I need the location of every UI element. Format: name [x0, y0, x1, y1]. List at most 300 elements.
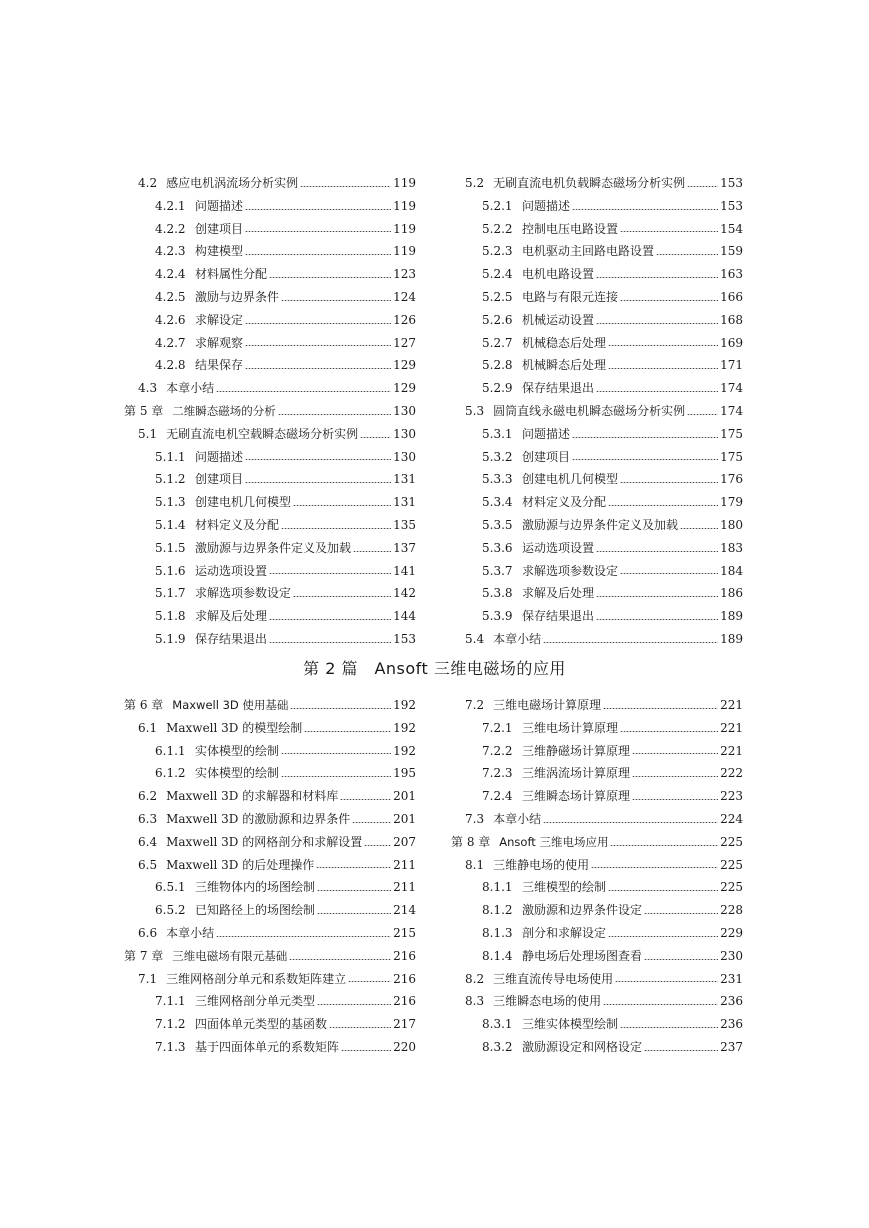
toc-entry-number: 5.2.6 [482, 312, 513, 327]
toc-entry[interactable] [451, 899, 743, 922]
toc-entry-number: 5.1.3 [155, 495, 186, 510]
toc-leader-dots [245, 482, 391, 483]
toc-leader-dots [245, 209, 391, 210]
toc-entry-title: 三维直流传导电场使用 [493, 971, 614, 986]
toc-leader-dots [216, 936, 391, 937]
toc-entry-title: 电机驱动主回路电路设置 [522, 244, 655, 259]
toc-entry-title: 三维物体内的场图绘制 [195, 880, 316, 895]
toc-entry[interactable] [451, 808, 743, 831]
toc-entry-number: 6.1 [138, 720, 158, 735]
toc-entry-page-number: 221 [720, 698, 743, 712]
toc-entry-title: Maxwell 3D 的后处理操作 [166, 857, 315, 872]
toc-entry-number: 6.4 [138, 834, 158, 849]
toc-entry[interactable] [451, 785, 743, 808]
toc-entry[interactable] [124, 514, 416, 537]
toc-entry-page-number: 124 [393, 289, 416, 304]
toc-leader-dots [290, 708, 391, 709]
toc-entry[interactable] [124, 446, 416, 469]
toc-entry-page-number: 119 [393, 221, 416, 236]
toc-entry-page-number: 142 [393, 586, 416, 601]
toc-entry-title: 无刷直流电机负载瞬态磁场分析实例 [493, 176, 686, 190]
toc-entry-number: 5.3.4 [482, 495, 513, 510]
toc-leader-dots [680, 528, 718, 529]
toc-entry-title: 运动选项设置 [195, 563, 268, 578]
toc-entry[interactable] [451, 854, 743, 877]
toc-entry-page-number: 163 [720, 267, 743, 282]
toc-entry-page-number: 217 [393, 1017, 416, 1032]
toc-entry-page-number: 216 [393, 971, 416, 986]
toc-leader-dots [245, 459, 391, 460]
toc-entry-title: 静电场后处理场图查看 [522, 948, 643, 963]
toc-entry[interactable] [451, 740, 743, 763]
toc-entry[interactable] [451, 491, 743, 514]
toc-entry[interactable] [451, 172, 743, 195]
toc-leader-dots [632, 799, 718, 800]
toc-entry[interactable] [124, 628, 416, 651]
toc-leader-dots [644, 1050, 718, 1051]
toc-entry-page-number: 175 [720, 449, 743, 464]
toc-entry-page-number: 225 [720, 880, 743, 895]
toc-entry-title: 三维涡流场计算原理 [522, 766, 631, 781]
toc-entry[interactable] [124, 876, 416, 899]
toc-leader-dots [269, 573, 391, 574]
toc-entry-page-number: 130 [393, 426, 416, 441]
toc-entry-page-number: 123 [393, 267, 416, 282]
toc-leader-dots [245, 231, 391, 232]
toc-entry[interactable] [124, 968, 416, 991]
toc-section1-right-column [451, 172, 743, 651]
toc-entry-number: 4.2 [138, 176, 158, 190]
toc-entry-title: 创建项目 [195, 472, 244, 487]
toc-entry-number: 5.3.2 [482, 449, 513, 464]
toc-entry[interactable] [451, 1013, 743, 1036]
toc-entry-number: 5.2.3 [482, 244, 513, 259]
toc-entry-number: 7.3 [465, 811, 485, 826]
toc-entry-title: 电机电路设置 [522, 267, 595, 282]
toc-entry-number: 4.2.3 [155, 244, 186, 259]
toc-entry-page-number: 221 [720, 720, 743, 735]
toc-entry[interactable] [451, 628, 743, 651]
toc-entry-title: 求解及后处理 [195, 609, 268, 624]
toc-leader-dots [353, 551, 391, 552]
toc-entry-number: 6.5.2 [155, 903, 186, 918]
toc-entry[interactable] [451, 240, 743, 263]
toc-section2-left-column [124, 694, 416, 1059]
toc-entry-page-number: 237 [720, 1039, 743, 1054]
toc-entry-page-number: 166 [720, 289, 743, 304]
toc-entry[interactable] [124, 537, 416, 560]
toc-entry-title: 激励源和边界条件设定 [522, 903, 643, 918]
toc-entry-page-number: 211 [393, 880, 416, 895]
toc-entry-number: 4.2.5 [155, 289, 186, 304]
toc-entry-page-number: 195 [393, 766, 416, 781]
toc-entry-page-number: 221 [720, 743, 743, 758]
toc-entry-page-number: 127 [393, 335, 416, 350]
toc-entry[interactable] [124, 491, 416, 514]
toc-entry-title: 无刷直流电机空载瞬态磁场分析实例 [166, 426, 359, 441]
toc-entry-number: 6.6 [138, 925, 158, 940]
toc-entry-page-number: 169 [720, 335, 743, 350]
toc-entry-title: Maxwell 3D 的激励源和边界条件 [166, 811, 351, 826]
toc-leader-dots [620, 1027, 718, 1028]
toc-entry[interactable] [451, 945, 743, 968]
toc-entry[interactable] [124, 354, 416, 377]
toc-leader-dots [269, 642, 391, 643]
toc-entry-title: 求解设定 [195, 312, 244, 327]
toc-entry-title: 机械运动设置 [522, 312, 595, 327]
toc-section2-right-column [451, 694, 743, 1059]
toc-entry-number: 7.1.1 [155, 994, 186, 1009]
toc-entry[interactable] [451, 332, 743, 355]
toc-entry-number: 5.1 [138, 426, 158, 441]
toc-entry-title: 创建项目 [522, 449, 571, 464]
toc-entry[interactable] [124, 785, 416, 808]
toc-leader-dots [608, 890, 718, 891]
toc-entry[interactable] [451, 582, 743, 605]
toc-entry-title: 材料定义及分配 [522, 495, 607, 510]
toc-entry-page-number: 229 [720, 925, 743, 940]
toc-entry[interactable] [124, 854, 416, 877]
toc-entry-title: 结果保存 [195, 358, 244, 373]
toc-leader-dots [644, 913, 718, 914]
toc-entry-page-number: 131 [393, 495, 416, 510]
toc-leader-dots [269, 619, 391, 620]
toc-entry[interactable] [451, 876, 743, 899]
toc-entry[interactable] [124, 831, 416, 854]
toc-entry-title: 机械瞬态后处理 [522, 358, 607, 373]
toc-entry-number: 5.3.8 [482, 586, 513, 601]
toc-entry-page-number: 130 [393, 449, 416, 464]
toc-entry-page-number: 131 [393, 472, 416, 487]
toc-entry[interactable] [124, 990, 416, 1013]
toc-leader-dots [687, 414, 718, 415]
toc-entry[interactable] [124, 560, 416, 583]
toc-entry-number: 5.2.2 [482, 221, 513, 236]
toc-leader-dots [348, 981, 391, 982]
toc-entry-page-number: 207 [393, 834, 416, 849]
toc-leader-dots [216, 391, 391, 392]
toc-entry-page-number: 137 [393, 540, 416, 555]
toc-entry-number: 8.3.1 [482, 1017, 513, 1032]
toc-leader-dots [596, 391, 718, 392]
toc-entry[interactable] [451, 400, 743, 423]
toc-entry-number: 5.2.9 [482, 381, 513, 396]
toc-leader-dots [317, 1004, 391, 1005]
toc-leader-dots [360, 437, 391, 438]
toc-entry-title: 四面体单元类型的基函数 [195, 1017, 328, 1032]
toc-entry-number: 5.3.9 [482, 609, 513, 624]
toc-entry[interactable] [124, 808, 416, 831]
toc-entry-title: 本章小结 [493, 631, 542, 646]
toc-entry[interactable] [451, 694, 743, 717]
toc-entry-title: 本章小结 [166, 925, 215, 940]
toc-chapter-entry[interactable] [451, 831, 743, 854]
toc-entry[interactable] [124, 582, 416, 605]
toc-entry[interactable] [124, 172, 416, 195]
toc-entry[interactable] [451, 1036, 743, 1059]
toc-chapter-entry[interactable] [124, 945, 416, 968]
toc-entry-title: 激励源与边界条件定义及加载 [522, 517, 679, 532]
toc-entry-number: 7.2.2 [482, 743, 513, 758]
toc-entry-number: 4.2.1 [155, 198, 186, 213]
toc-entry[interactable] [124, 309, 416, 332]
toc-leader-dots [603, 1004, 718, 1005]
toc-leader-dots [620, 300, 718, 301]
toc-leader-dots [596, 277, 718, 278]
toc-entry-number: 8.1.1 [482, 880, 513, 895]
toc-entry-number: 8.2 [465, 971, 485, 986]
toc-entry[interactable] [451, 560, 743, 583]
toc-entry-number: 4.2.8 [155, 358, 186, 373]
toc-entry[interactable] [451, 263, 743, 286]
toc-entry-title: 保存结果退出 [522, 609, 595, 624]
toc-entry-number: 8.3 [465, 994, 485, 1009]
toc-entry[interactable] [451, 537, 743, 560]
toc-entry-page-number: 225 [720, 834, 743, 849]
toc-entry[interactable] [451, 468, 743, 491]
toc-leader-dots [596, 596, 718, 597]
toc-entry[interactable] [451, 605, 743, 628]
toc-entry-page-number: 126 [393, 312, 416, 327]
toc-entry-page-number: 201 [393, 811, 416, 826]
toc-entry-title: 求解选项参数设定 [522, 563, 619, 578]
toc-entry-page-number: 236 [720, 994, 743, 1009]
toc-entry-number: 5.1.9 [155, 631, 186, 646]
toc-entry-title: 三维瞬态场计算原理 [522, 789, 631, 804]
toc-leader-dots [687, 186, 718, 187]
toc-entry[interactable] [124, 240, 416, 263]
toc-entry-number: 4.3 [138, 381, 158, 396]
toc-entry-title: 问题描述 [195, 198, 244, 213]
toc-entry-number: 7.1.3 [155, 1039, 186, 1054]
toc-entry-number: 5.2.1 [482, 198, 513, 213]
toc-entry[interactable] [451, 990, 743, 1013]
toc-entry-title: 实体模型的绘制 [195, 766, 280, 781]
toc-entry-number: 第 6 章 [124, 698, 164, 712]
toc-entry-title: 创建项目 [195, 221, 244, 236]
toc-entry[interactable] [124, 423, 416, 446]
toc-entry[interactable] [124, 740, 416, 763]
toc-entry-title: 实体模型的绘制 [195, 743, 280, 758]
toc-entry-number: 7.1 [138, 971, 158, 986]
toc-entry[interactable] [124, 377, 416, 400]
toc-leader-dots [341, 1050, 391, 1051]
toc-entry-number: 8.1.4 [482, 948, 513, 963]
toc-entry-number: 7.2 [465, 698, 485, 712]
toc-entry-title: 三维电磁场计算原理 [493, 698, 602, 712]
toc-leader-dots [245, 254, 391, 255]
toc-entry-page-number: 153 [720, 176, 743, 190]
toc-entry-title: 三维瞬态电场的使用 [493, 994, 602, 1009]
toc-entry[interactable] [124, 717, 416, 740]
toc-entry-title: 材料定义及分配 [195, 517, 280, 532]
toc-entry-page-number: 179 [720, 495, 743, 510]
toc-entry[interactable] [451, 195, 743, 218]
toc-entry-page-number: 223 [720, 789, 743, 804]
toc-entry-title: 保存结果退出 [195, 631, 268, 646]
toc-entry-number: 4.2.4 [155, 267, 186, 282]
toc-leader-dots [603, 708, 718, 709]
toc-entry[interactable] [124, 468, 416, 491]
toc-entry-page-number: 141 [393, 563, 416, 578]
toc-entry[interactable] [451, 514, 743, 537]
toc-entry[interactable] [451, 309, 743, 332]
toc-entry[interactable] [451, 717, 743, 740]
toc-entry-page-number: 192 [393, 743, 416, 758]
toc-entry-title: 三维电磁场有限元基础 [172, 948, 288, 963]
toc-entry-page-number: 184 [720, 563, 743, 578]
toc-entry-number: 8.1.3 [482, 925, 513, 940]
toc-entry-number: 7.2.3 [482, 766, 513, 781]
toc-entry-page-number: 192 [393, 698, 416, 712]
toc-entry-page-number: 189 [720, 631, 743, 646]
toc-entry-title: 三维静磁场计算原理 [522, 743, 631, 758]
toc-entry[interactable] [451, 423, 743, 446]
toc-entry-title: 激励源与边界条件定义及加载 [195, 540, 352, 555]
toc-entry[interactable] [124, 605, 416, 628]
toc-entry-title: 机械稳态后处理 [522, 335, 607, 350]
toc-leader-dots [572, 437, 718, 438]
toc-entry-number: 6.5 [138, 857, 158, 872]
toc-entry-number: 5.1.7 [155, 586, 186, 601]
toc-leader-dots [352, 822, 391, 823]
toc-entry-page-number: 119 [393, 198, 416, 213]
toc-leader-dots [300, 186, 391, 187]
toc-entry-number: 5.1.5 [155, 540, 186, 555]
toc-leader-dots [329, 1027, 391, 1028]
toc-entry[interactable] [124, 1013, 416, 1036]
toc-chapter-entry[interactable] [124, 694, 416, 717]
toc-entry-title: 构建模型 [195, 244, 244, 259]
toc-entry[interactable] [124, 286, 416, 309]
toc-entry[interactable] [124, 218, 416, 241]
toc-entry-title: 三维模型的绘制 [522, 880, 607, 895]
toc-leader-dots [304, 731, 391, 732]
toc-entry[interactable] [451, 446, 743, 469]
toc-entry-page-number: 220 [393, 1039, 416, 1054]
toc-leader-dots [281, 753, 391, 754]
toc-entry-page-number: 168 [720, 312, 743, 327]
toc-entry[interactable] [451, 286, 743, 309]
toc-entry[interactable] [124, 899, 416, 922]
toc-entry[interactable] [124, 332, 416, 355]
toc-entry-number: 5.3.3 [482, 472, 513, 487]
toc-entry-page-number: 211 [393, 857, 416, 872]
toc-entry[interactable] [451, 762, 743, 785]
toc-entry-number: 5.2.4 [482, 267, 513, 282]
toc-entry-page-number: 201 [393, 789, 416, 804]
toc-chapter-entry[interactable] [124, 400, 416, 423]
toc-entry[interactable] [451, 968, 743, 991]
toc-entry-number: 5.4 [465, 631, 485, 646]
toc-entry-title: 激励源设定和网格设定 [522, 1039, 643, 1054]
toc-entry-title: 问题描述 [522, 426, 571, 441]
toc-leader-dots [610, 845, 718, 846]
toc-leader-dots [591, 867, 718, 868]
toc-entry-page-number: 119 [393, 244, 416, 259]
toc-entry-title: 控制电压电路设置 [522, 221, 619, 236]
toc-entry-page-number: 144 [393, 609, 416, 624]
toc-leader-dots [644, 959, 718, 960]
toc-leader-dots [245, 345, 391, 346]
toc-entry-title: 本章小结 [166, 381, 215, 396]
toc-entry-number: 第 5 章 [124, 403, 164, 418]
toc-entry-title: 创建电机几何模型 [195, 495, 292, 510]
toc-entry-number: 5.3.5 [482, 517, 513, 532]
toc-entry-title: Maxwell 3D 的网格剖分和求解设置 [166, 834, 363, 849]
toc-entry-number: 4.2.7 [155, 335, 186, 350]
toc-entry-number: 5.1.8 [155, 609, 186, 624]
toc-entry-page-number: 135 [393, 517, 416, 532]
toc-entry[interactable] [451, 354, 743, 377]
toc-leader-dots [620, 731, 718, 732]
toc-entry[interactable] [124, 195, 416, 218]
toc-leader-dots [632, 753, 718, 754]
toc-leader-dots [340, 799, 391, 800]
toc-entry-page-number: 180 [720, 517, 743, 532]
toc-leader-dots [620, 482, 718, 483]
toc-entry-number: 5.3.6 [482, 540, 513, 555]
toc-entry[interactable] [451, 922, 743, 945]
toc-leader-dots [572, 209, 718, 210]
toc-leader-dots [632, 776, 718, 777]
toc-entry-page-number: 175 [720, 426, 743, 441]
toc-entry-number: 8.1.2 [482, 903, 513, 918]
toc-leader-dots [572, 459, 718, 460]
toc-entry-title: 激励与边界条件 [195, 289, 280, 304]
toc-section1-left-column [124, 172, 416, 651]
toc-entry-title: 保存结果退出 [522, 381, 595, 396]
toc-entry-number: 7.2.4 [482, 789, 513, 804]
toc-leader-dots [608, 368, 718, 369]
toc-entry-page-number: 192 [393, 720, 416, 735]
toc-entry[interactable] [124, 1036, 416, 1059]
toc-entry-title: 问题描述 [522, 198, 571, 213]
toc-entry[interactable] [124, 922, 416, 945]
toc-entry-title: 三维电场计算原理 [522, 720, 619, 735]
toc-leader-dots [317, 913, 391, 914]
toc-entry-page-number: 189 [720, 609, 743, 624]
toc-entry-number: 7.2.1 [482, 720, 513, 735]
toc-entry-number: 5.1.4 [155, 517, 186, 532]
toc-leader-dots [245, 323, 391, 324]
toc-entry-page-number: 224 [720, 811, 743, 826]
toc-entry-page-number: 129 [393, 358, 416, 373]
toc-leader-dots [608, 505, 718, 506]
toc-entry-title: 问题描述 [195, 449, 244, 464]
toc-entry-number: 5.3.1 [482, 426, 513, 441]
toc-entry[interactable] [124, 263, 416, 286]
toc-entry-page-number: 236 [720, 1017, 743, 1032]
toc-leader-dots [281, 776, 391, 777]
toc-leader-dots [596, 551, 718, 552]
toc-entry-page-number: 228 [720, 903, 743, 918]
toc-entry-page-number: 171 [720, 358, 743, 373]
toc-entry-page-number: 153 [393, 631, 416, 646]
toc-entry-page-number: 186 [720, 586, 743, 601]
toc-entry-number: 5.3 [465, 403, 485, 418]
toc-entry[interactable] [124, 762, 416, 785]
toc-leader-dots [281, 528, 391, 529]
toc-entry-number: 6.1.1 [155, 743, 186, 758]
toc-leader-dots [317, 890, 391, 891]
toc-entry-title: 本章小结 [493, 811, 542, 826]
toc-entry-title: 感应电机涡流场分析实例 [166, 176, 299, 190]
toc-entry[interactable] [451, 218, 743, 241]
toc-entry-page-number: 225 [720, 857, 743, 872]
toc-entry[interactable] [451, 377, 743, 400]
toc-entry-number: 5.1.6 [155, 563, 186, 578]
